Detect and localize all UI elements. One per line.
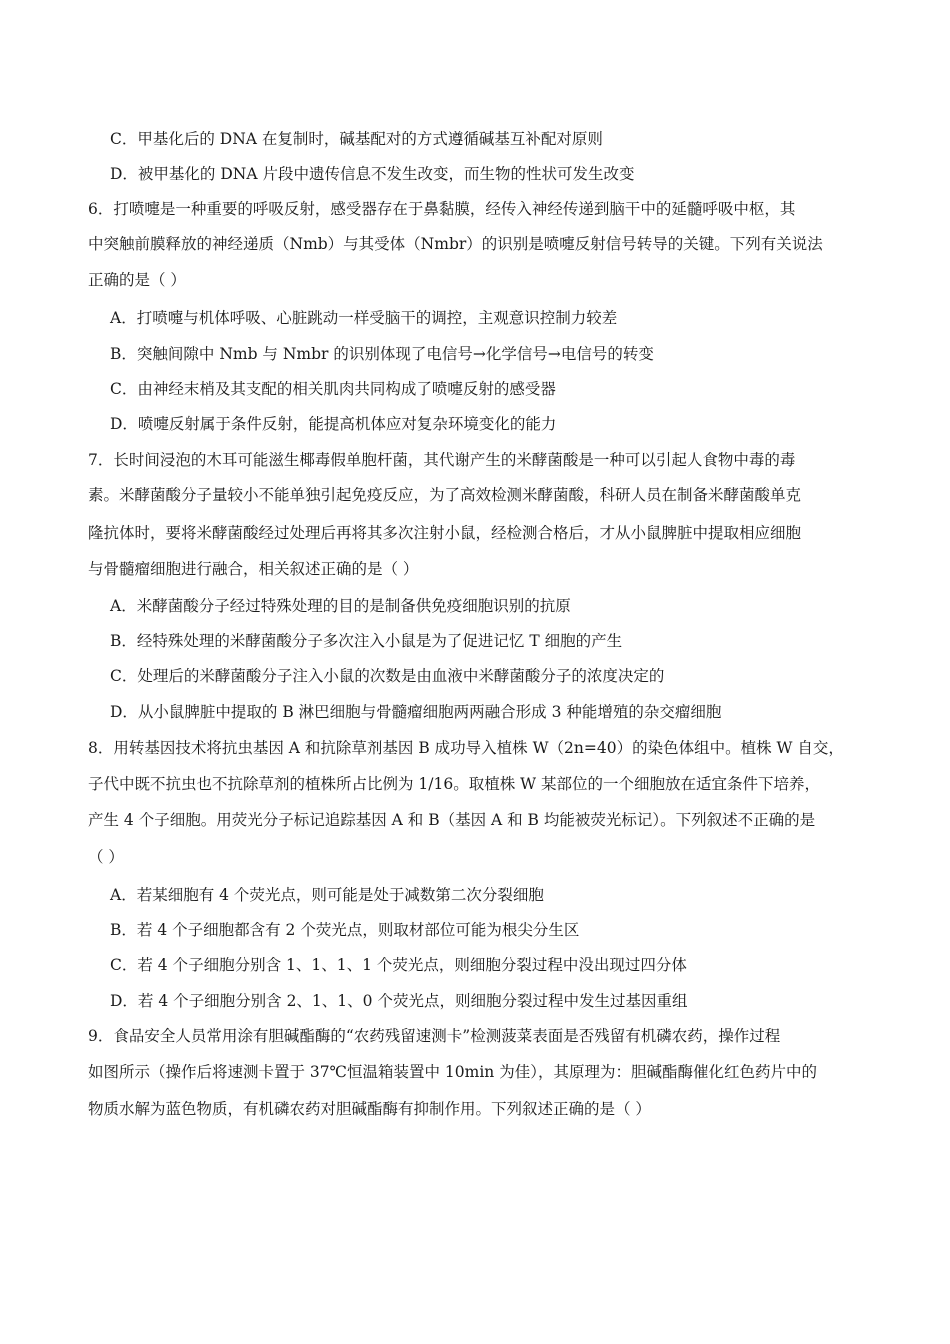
option-8b: B．若 4 个子细胞都含有 2 个荧光点，则取材部位可能为根尖分生区 [110,921,580,939]
question-7-text-line: 隆抗体时，要将米酵菌酸经过处理后再将其多次注射小鼠，经检测合格后，才从小鼠脾脏中提取相应细胞 [88,524,802,542]
option-6a: A．打喷嚏与机体呼吸、心脏跳动一样受脑干的调控，主观意识控制力较差 [110,309,618,327]
option-7c: C．处理后的米酵菌酸分子注入小鼠的次数是由血液中米酵菌酸分子的浓度决定的 [110,667,665,685]
option-7a: A．米酵菌酸分子经过特殊处理的目的是制备供免疫细胞识别的抗原 [110,597,571,615]
question-9-text-line: 9．食品安全人员常用涂有胆碱酯酶的“农药残留速测卡”检测菠菜表面是否残留有机磷农药，操作过程 [88,1027,781,1045]
option-8a: A．若某细胞有 4 个荧光点，则可能是处于减数第二次分裂细胞 [110,886,544,904]
option-5d: D．被甲基化的 DNA 片段中遗传信息不发生改变，而生物的性状可发生改变 [110,165,635,183]
question-7-text-line: 7．长时间浸泡的木耳可能滋生椰毒假单胞杆菌，其代谢产生的米酵菌酸是一种可以引起人食物中毒的毒 [88,451,796,469]
question-8-text-line: 子代中既不抗虫也不抗除草剂的植株所占比例为 1/16。取植株 W 某部位的一个细胞放在适宜条件下培养， [88,775,821,793]
question-8-text-line: 产生 4 个子细胞。用荧光分子标记追踪基因 A 和 B（基因 A 和 B 均能被荧光标记）。下列叙述不正确的是 [88,811,816,829]
question-9-text-line: 如图所示（操作后将速测卡置于 37℃恒温箱装置中 10min 为佳），其原理为：胆碱酯酶催化红色药片中的 [88,1063,817,1081]
question-7-text-line: 素。米酵菌酸分子量较小不能单独引起免疫反应，为了高效检测米酵菌酸，科研人员在制备米酵菌酸单克 [88,486,802,504]
option-7d: D．从小鼠脾脏中提取的 B 淋巴细胞与骨髓瘤细胞两两融合形成 3 种能增殖的杂交瘤细胞 [110,703,722,721]
option-6d: D．喷嚏反射属于条件反射，能提高机体应对复杂环境变化的能力 [110,415,557,433]
option-8d: D．若 4 个子细胞分别含 2、1、1、0 个荧光点，则细胞分裂过程中发生过基因重组 [110,992,688,1010]
question-6-text-line: 正确的是（ ） [88,271,186,289]
question-7-text-line: 与骨髓瘤细胞进行融合，相关叙述正确的是（ ） [88,560,419,578]
option-5c: C．甲基化后的 DNA 在复制时，碱基配对的方式遵循碱基互补配对原则 [110,130,603,148]
question-6-text-line: 中突触前膜释放的神经递质（Nmb）与其受体（Nmbr）的识别是喷嚏反射信号转导的关键。下列有关说法 [88,235,823,253]
question-6-text-line: 6．打喷嚏是一种重要的呼吸反射，感受器存在于鼻黏膜，经传入神经传递到脑干中的延髓呼吸中枢，其 [88,200,796,218]
option-8c: C．若 4 个子细胞分别含 1、1、1、1 个荧光点，则细胞分裂过程中没出现过四分体 [110,956,687,974]
question-8-text-line: 8．用转基因技术将抗虫基因 A 和抗除草剂基因 B 成功导入植株 W（2n=40）的染色体组中。植株 W 自交， [88,739,844,757]
option-6c: C．由神经末梢及其支配的相关肌肉共同构成了喷嚏反射的感受器 [110,380,556,398]
question-8-text-line: （ ） [88,848,124,866]
question-9-text-line: 物质水解为蓝色物质，有机磷农药对胆碱酯酶有抑制作用。下列叙述正确的是（ ） [88,1100,651,1118]
option-6b: B．突触间隙中 Nmb 与 Nmbr 的识别体现了电信号→化学信号→电信号的转变 [110,345,654,363]
option-7b: B．经特殊处理的米酵菌酸分子多次注入小鼠是为了促进记忆 T 细胞的产生 [110,632,623,650]
